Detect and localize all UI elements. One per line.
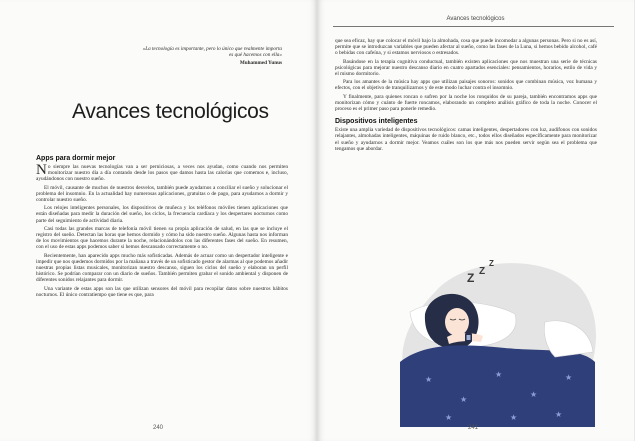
- paragraph: Los relojes inteligentes personales, los dispositivos de muñeca y los teléfonos móviles tienen aplicaciones que están diseñadas para medir la duración del sueño, los ciclos, la frecuencia cardíaca y los despertares nocturnos como parte del seguimiento de actividad diaria.: [36, 205, 288, 224]
- svg-text:★: ★: [445, 413, 453, 422]
- svg-text:★: ★: [425, 375, 433, 384]
- left-column: [36, 155, 288, 300]
- page-number-right: 241: [468, 425, 479, 431]
- paragraph: que sea eficaz, hay que colocar el móvil bajo la almohada, cosa que puede incomodar a algunas personas. Pero si no es así, permite que se introduzcan variables que pueden afectar al sueño, como las fases de la Luna, si hemos bebido alcohol, café o bebidas con cafeína, y si estamos nerviosos o estresados.: [335, 38, 597, 57]
- svg-text:★: ★: [495, 370, 503, 379]
- epigraph-line1: «La tecnología es importante, pero lo único que realmente importa: [142, 46, 282, 52]
- chapter-title: Avances tecnológicos: [72, 100, 269, 123]
- paragraph: El móvil, causante de muchos de nuestros desvelos, también puede ayudarnos a conciliar el sueño y solucionar el problema del insomnio. En la actualidad hay numerosas aplicaciones, gratuitas o de pago, para ayudarnos a dormir y controlar nuestro sueño.: [36, 184, 288, 204]
- paragraph: Y finalmente, para quienes roncan o sufren por la noche los ronquidos de su pareja, también encontramos apps que monitorizan cómo y cuánto de fuerte roncamos, elaborando un completo análisis gráfico de toda la noche. Conocer el proceso es el primer paso para ponerle remedio.: [335, 93, 597, 113]
- epigraph: [60, 46, 282, 66]
- paragraph: Una variante de estas apps son las que utilizan sensores del móvil para recopilar datos sobre nuestros hábitos nocturnos. El único contratiempo que tiene es que, para: [36, 285, 288, 298]
- svg-text:★: ★: [565, 373, 573, 382]
- paragraph: No siempre las nuevas tecnologías van a ser perniciosas, a veces nos ayudan, como cuando nos permiten monitorizar nuestro día a día contando desde los pasos que damos hasta las calorías que comemos e, incluso, ayudándonos con nuestro sueño.: [36, 162, 288, 183]
- sleeping-woman-illustration: [395, 252, 600, 427]
- right-column: [335, 38, 597, 154]
- svg-text:★: ★: [460, 395, 468, 404]
- face: [445, 308, 469, 336]
- left-page: [0, 0, 317, 441]
- svg-text:Z: Z: [479, 266, 486, 277]
- section-title-devices: Dispositivos inteligentes: [335, 118, 418, 126]
- paragraph: Existe una amplia variedad de dispositivos tecnológicos: camas inteligentes, despertadores con luz, audífonos con sonidos relajantes, almohadas inteligentes, máquinas de ruido blanco, etc., todos ellos diseñados específicamente para monitorizar el sueño y ayudarnos a dormir mejor. Veamos cuáles son los que más nos pueden servir según sea el problema que tengamos que abordar.: [335, 127, 597, 152]
- paragraph: Para los amantes de la música hay apps que utilizan paisajes sonoros: sonidos que combinan música, voz humana y efectos, con el objetivo de tranquilizarnos y de este modo luchar contra el insomnio.: [335, 79, 597, 92]
- paragraph: Casi todas las grandes marcas de telefonía móvil tienen su propia aplicación de salud, en las que se incluye el registro del sueño. Detectan las horas que hemos dormido y cómo ha sido nuestro sueño. Algunas hasta nos informan de los movimientos que hacemos durante la noche, relacionándolos con las diferentes fases del sueño. En resumen, con el uso de estas apps podemos saber si hemos descansado correctamente o no.: [36, 225, 288, 251]
- epigraph-line2: es qué hacemos con ella»: [228, 52, 282, 59]
- paragraph: Recientemente, han aparecido apps mucho más sofisticadas. Además de actuar como un despertador inteligente e impedir que nos quedemos dormidos por la mañana a través de un sofisticado gestor de alarmas al que podemos añadir nuestras propias listas musicales, monitorizan nuestro descanso, siguen los ciclos del sueño y elaboran un perfil histórico. Se podrían comparar con un diario de sueños. También permiten grabar el sonido ambiental y disponen de diferentes sonidos relajantes para dormir.: [36, 252, 288, 284]
- page-number-left: 240: [153, 425, 164, 431]
- svg-text:★: ★: [510, 413, 518, 422]
- drop-cap: N: [36, 162, 47, 178]
- right-page: [317, 0, 634, 441]
- paragraph: Basándose en la terapia cognitiva conductual, también existen aplicaciones que nos muestran una serie de técnicas psicológicas para mejorar nuestro descanso diario en cuatro apartados esenciales: pensamientos, horarios, estilo de vida y el mismo dormitorio.: [335, 58, 597, 78]
- svg-text:Z: Z: [489, 259, 494, 268]
- running-head: Avances tecnológicos: [317, 16, 634, 22]
- svg-text:Z: Z: [467, 271, 475, 285]
- epigraph-author: Muhammed Yunus: [239, 59, 282, 66]
- svg-text:★: ★: [530, 390, 538, 399]
- blanket: [400, 345, 595, 427]
- svg-text:★: ★: [555, 410, 563, 419]
- section-title-apps: Apps para dormir mejor: [36, 155, 116, 162]
